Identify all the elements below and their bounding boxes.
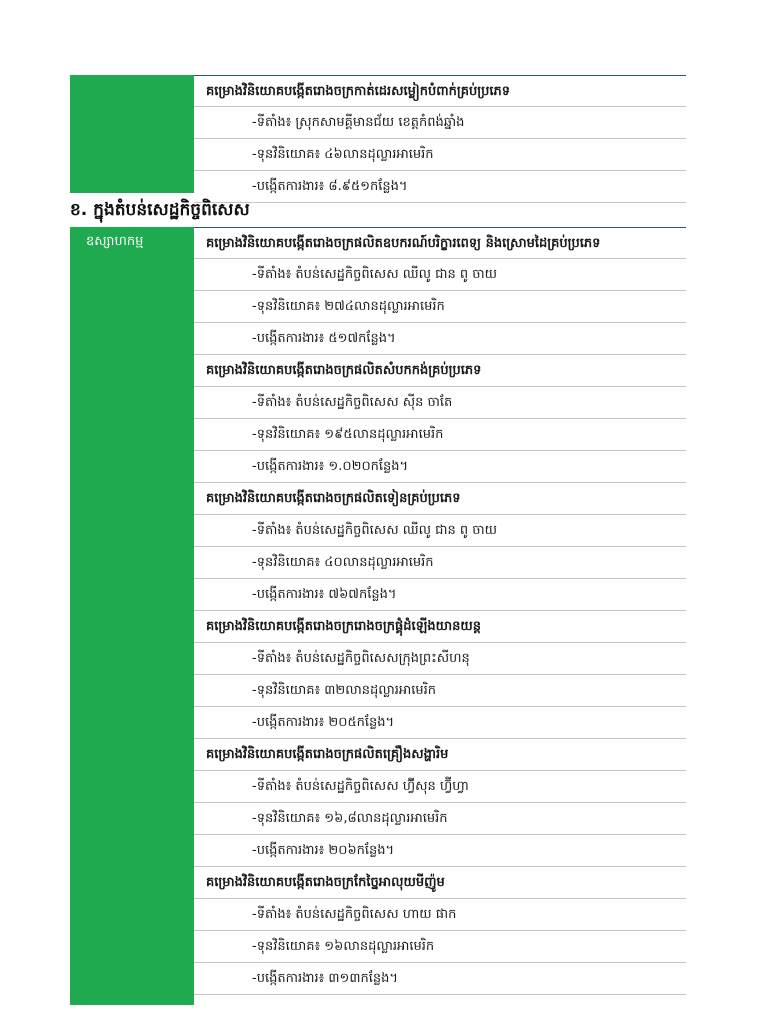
project-jobs: -បង្កើតការងារ៖ ៣១៣កន្លែង។	[194, 963, 686, 995]
project-location: -ទីតាំង៖ តំបន់សេដ្ឋកិច្ចពិសេស ឈីលូ ជាន ពូ ចាយ	[194, 515, 686, 547]
project-location: -ទីតាំង៖ តំបន់សេដ្ឋកិច្ចពិសេស ហ៊្វីសុន ហ្វ៊ីហ្វា	[194, 771, 686, 803]
project-capital: -ទុនវិនិយោគ៖ ២៧៤លានដុល្លារអាមេរិក	[194, 291, 686, 323]
project-title: គម្រោងវិនិយោគបង្កើតរោងចក្ររោងចក្រផ្គុំដំឡើងយានយន្ត	[194, 611, 686, 643]
project-title: គម្រោងវិនិយោគបង្កើតរោងចក្រផលិតទៀនគ្រប់ប្រភេទ	[194, 483, 686, 515]
section-1-table	[70, 75, 686, 193]
project-rows	[194, 75, 686, 193]
project-jobs: -បង្កើតការងារ៖ ៨.៩៥១កន្លែង។	[194, 171, 686, 203]
project-jobs: -បង្កើតការងារ៖ ២០៦កន្លែង។	[194, 835, 686, 867]
project-jobs: -បង្កើតការងារ៖ ៧៦៧កន្លែង។	[194, 579, 686, 611]
project-location: -ទីតាំង៖ តំបន់សេដ្ឋកិច្ចពិសេសក្រុងព្រះសីហនុ	[194, 643, 686, 675]
project-capital: -ទុនវិនិយោគ៖ ១៩៥លានដុល្លារអាមេរិក	[194, 419, 686, 451]
category-cell: ឧស្សាហកម្ម	[70, 227, 194, 1005]
category-cell	[70, 75, 194, 193]
project-title: គម្រោងវិនិយោគបង្កើតរោងចក្រផលិតឧបករណ៍បរិក្ខារពេទ្យ និងស្រោមដៃគ្រប់ប្រភេទ	[194, 227, 686, 259]
project-capital: -ទុនវិនិយោគ៖ ៤៦លានដុល្លារអាមេរិក	[194, 139, 686, 171]
section-2-heading: ខ. ក្នុងតំបន់សេដ្ឋកិច្ចពិសេស	[70, 200, 250, 220]
project-location: -ទីតាំង៖ តំបន់សេដ្ឋកិច្ចពិសេស ហាយ ផាក	[194, 899, 686, 931]
project-title: គម្រោងវិនិយោគបង្កើតរោងចក្រផលិតគ្រឿងសង្ហារិម	[194, 739, 686, 771]
project-capital: -ទុនវិនិយោគ៖ ៣២លានដុល្លារអាមេរិក	[194, 675, 686, 707]
project-location: -ទីតាំង៖ ស្រុកសាមគ្គីមានជ័យ ខេត្តកំពង់ឆ្នាំង	[194, 107, 686, 139]
project-title: គម្រោងវិនិយោគបង្កើតរោងចក្រកាត់ដេរសម្លៀកបំពាក់គ្រប់ប្រភេទ	[194, 75, 686, 107]
project-title: គម្រោងវិនិយោគបង្កើតរោងចក្រផលិតសំបកកង់គ្រប់ប្រភេទ	[194, 355, 686, 387]
project-capital: -ទុនវិនិយោគ៖ ១៦,៨លានដុល្លារអាមេរិក	[194, 803, 686, 835]
project-rows	[194, 227, 686, 1005]
project-jobs: -បង្កើតការងារ៖ ១.០២០កន្លែង។	[194, 451, 686, 483]
project-title: គម្រោងវិនិយោគបង្កើតរោងចក្រកែច្នៃអាលុយមីញ៉ូម	[194, 867, 686, 899]
project-capital: -ទុនវិនិយោគ៖ ១៦លានដុល្លារអាមេរិក	[194, 931, 686, 963]
project-location: -ទីតាំង៖ តំបន់សេដ្ឋកិច្ចពិសេស ស៊ីន ចាតែ	[194, 387, 686, 419]
project-jobs: -បង្កើតការងារ៖ ៥១៧កន្លែង។	[194, 323, 686, 355]
section-2-table	[70, 227, 686, 1005]
project-capital: -ទុនវិនិយោគ៖ ៤០លានដុល្លារអាមេរិក	[194, 547, 686, 579]
project-location: -ទីតាំង៖ តំបន់សេដ្ឋកិច្ចពិសេស ឈីលូ ជាន ពូ ចាយ	[194, 259, 686, 291]
project-jobs: -បង្កើតការងារ៖ ២០៥កន្លែង។	[194, 707, 686, 739]
